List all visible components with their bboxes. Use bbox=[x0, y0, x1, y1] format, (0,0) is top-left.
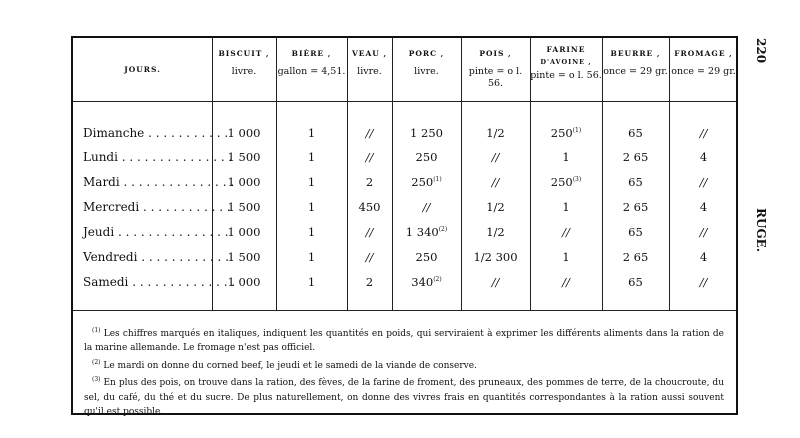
table-cell bbox=[347, 225, 392, 239]
cell-value: 250 bbox=[550, 126, 573, 140]
table-cell bbox=[212, 175, 276, 189]
table-cell bbox=[347, 200, 392, 214]
header-biscuit bbox=[212, 44, 276, 88]
table-cell bbox=[602, 175, 669, 189]
header-unit: pinte = o l. 56. bbox=[530, 70, 602, 81]
cell-value: 1 bbox=[307, 175, 316, 189]
day-label: Samedi . . . . . . . . . . . . . . bbox=[83, 275, 236, 289]
header-label: VEAU , bbox=[351, 49, 388, 58]
table-cell bbox=[669, 150, 738, 164]
table-cell bbox=[276, 275, 347, 289]
day-label: Mardi . . . . . . . . . . . . . . . bbox=[83, 175, 235, 189]
table-cell bbox=[602, 225, 669, 239]
cell-value: 250 bbox=[415, 150, 438, 164]
cell-value: 4 bbox=[699, 250, 708, 264]
cell-value: 1 bbox=[307, 275, 316, 289]
header-jours bbox=[73, 44, 212, 88]
cell-value: 1/2 bbox=[486, 225, 505, 239]
cell-value: // bbox=[491, 275, 500, 289]
table-cell bbox=[530, 200, 602, 214]
table-cell bbox=[392, 200, 461, 214]
cell-value: 1 000 bbox=[227, 275, 261, 289]
cell-value: 2 bbox=[365, 175, 374, 189]
cell-value: // bbox=[699, 175, 708, 189]
cell-value: // bbox=[365, 126, 374, 140]
day-label: Vendredi . . . . . . . . . . . . bbox=[83, 250, 229, 264]
table-cell bbox=[669, 250, 738, 264]
table-cell bbox=[461, 175, 530, 189]
cell-value: // bbox=[562, 275, 570, 289]
footnote-text: En plus des pois, on trouve dans la ration, des fèves, de la farine de froment, des pruneaux, des pommes de terre, de la choucroute, du sel, du café, du thé et du sucre. De plus naturellement, on donne des vivres frais en quantités correspondantes à la ration aussi souvent qu'il est possible. bbox=[84, 378, 724, 418]
table-cell bbox=[392, 275, 461, 289]
note-marker: (3) bbox=[572, 176, 582, 184]
table-cell bbox=[212, 250, 276, 264]
cell-value: 1 500 bbox=[227, 200, 261, 214]
table-cell bbox=[669, 275, 738, 289]
cell-value: // bbox=[562, 225, 570, 239]
table-cell bbox=[347, 150, 392, 164]
cell-value: 1/2 bbox=[486, 200, 505, 214]
header-unit: livre. bbox=[414, 66, 439, 77]
table-cell bbox=[212, 275, 276, 289]
cell-value: 1 250 bbox=[410, 126, 443, 140]
cell-value: 65 bbox=[628, 275, 643, 289]
table-cell bbox=[530, 225, 602, 239]
table-cell bbox=[669, 175, 738, 189]
cell-value: // bbox=[365, 150, 374, 164]
table-cell bbox=[347, 275, 392, 289]
header-label: BIÈRE , bbox=[291, 49, 332, 58]
footnote-text: Les chiffres marqués en italiques, indiquent les quantités en poids, qui serviraient à exprimer les différents aliments dans la ration de la marine allemande. Le fromage n'est pas officiel. bbox=[84, 329, 724, 354]
table-cell bbox=[392, 175, 461, 189]
header-unit: livre. bbox=[357, 66, 382, 77]
table-row bbox=[73, 223, 736, 243]
cell-value: // bbox=[422, 200, 431, 214]
table-cell bbox=[347, 175, 392, 189]
cell-value: // bbox=[699, 275, 708, 289]
cell-value: 65 bbox=[628, 175, 643, 189]
table-cell bbox=[461, 250, 530, 264]
footnote-mark: (3) bbox=[92, 376, 101, 384]
footnotes bbox=[84, 324, 724, 419]
cell-value: 250 bbox=[411, 175, 434, 189]
table-row bbox=[73, 248, 736, 268]
header-label: PORC , bbox=[408, 49, 445, 58]
day-label: Jeudi . . . . . . . . . . . . . . . bbox=[83, 225, 229, 239]
header-unit: once = 29 gr. bbox=[603, 66, 668, 77]
table-cell bbox=[669, 225, 738, 239]
table-cell bbox=[530, 250, 602, 264]
header-biere bbox=[276, 44, 347, 88]
table-cell bbox=[392, 250, 461, 264]
table-cell bbox=[530, 175, 602, 189]
header-label: POIS , bbox=[479, 49, 512, 58]
footnote-mark: (1) bbox=[92, 327, 101, 334]
table-cell bbox=[347, 126, 392, 140]
table-cell bbox=[276, 150, 347, 164]
header-pois bbox=[461, 44, 530, 88]
table-cell bbox=[212, 200, 276, 214]
table-cell bbox=[461, 200, 530, 214]
cell-value: 2 bbox=[365, 275, 374, 289]
note-marker: (2) bbox=[438, 226, 448, 234]
footnote-mark: (2) bbox=[92, 358, 101, 366]
table-cell bbox=[392, 126, 461, 140]
table-cell bbox=[461, 275, 530, 289]
cell-value: 1 bbox=[307, 200, 316, 214]
table-cell bbox=[212, 126, 276, 140]
table-row bbox=[73, 124, 736, 144]
cell-value: 1/2 bbox=[486, 126, 505, 140]
table-cell bbox=[276, 225, 347, 239]
header-unit: livre. bbox=[231, 66, 257, 77]
table-cell bbox=[276, 250, 347, 264]
cell-value: // bbox=[365, 250, 374, 264]
table-cell bbox=[392, 225, 461, 239]
footnote-1 bbox=[84, 324, 724, 356]
cell-value: 1 000 bbox=[227, 225, 261, 239]
cell-value: 1 000 bbox=[227, 126, 261, 140]
cell-value: 1 bbox=[307, 150, 316, 164]
table-cell bbox=[461, 150, 530, 164]
table-cell bbox=[347, 250, 392, 264]
header-unit: once = 29 gr. bbox=[671, 66, 736, 77]
cell-value: // bbox=[699, 126, 708, 140]
cell-value: // bbox=[699, 225, 708, 239]
table-cell bbox=[276, 175, 347, 189]
footnote-2 bbox=[84, 356, 724, 373]
header-label: JOURS. bbox=[124, 65, 161, 74]
header-label-2: D'AVOINE , bbox=[540, 58, 592, 66]
table-cell bbox=[276, 126, 347, 140]
cell-value: 1 500 bbox=[227, 250, 261, 264]
table-cell bbox=[602, 250, 669, 264]
table-cell bbox=[602, 150, 669, 164]
table-cell bbox=[212, 225, 276, 239]
header-label: FARINE bbox=[546, 45, 586, 54]
table-cell bbox=[530, 275, 602, 289]
table-row bbox=[73, 198, 736, 218]
header-label: BEURRE , bbox=[610, 49, 661, 58]
header-label: BISCUIT , bbox=[218, 49, 270, 58]
cell-value: 1 bbox=[562, 150, 570, 164]
note-marker: (1) bbox=[572, 127, 582, 135]
day-label: Dimanche . . . . . . . . . . . bbox=[83, 126, 229, 140]
table-cell bbox=[212, 150, 276, 164]
table-cell bbox=[602, 275, 669, 289]
table-cell bbox=[276, 200, 347, 214]
cell-value: 1 bbox=[307, 225, 316, 239]
cell-value: 1 bbox=[307, 126, 316, 140]
header-farine bbox=[530, 44, 602, 88]
day-label: Lundi . . . . . . . . . . . . . . . bbox=[83, 150, 233, 164]
cell-value: 250 bbox=[415, 250, 438, 264]
cell-value: 2 65 bbox=[622, 250, 649, 264]
cell-value: // bbox=[491, 175, 500, 189]
table-cell bbox=[461, 225, 530, 239]
cell-value: 1 bbox=[562, 200, 570, 214]
table-bottom-rule bbox=[73, 310, 736, 311]
cell-value: 340 bbox=[411, 275, 434, 289]
cell-value: 4 bbox=[699, 200, 708, 214]
table-cell bbox=[392, 150, 461, 164]
cell-value: 4 bbox=[699, 150, 708, 164]
footnote-text: Le mardi on donne du corned beef, le jeudi et le samedi de la viande de conserve. bbox=[103, 360, 477, 371]
table-cell bbox=[461, 126, 530, 140]
header-label: FROMAGE , bbox=[674, 49, 733, 58]
cell-value: 1/2 300 bbox=[473, 250, 518, 264]
cell-value: 2 65 bbox=[622, 150, 649, 164]
cell-value: 1 500 bbox=[227, 150, 261, 164]
footnote-3 bbox=[84, 373, 724, 419]
cell-value: 65 bbox=[628, 225, 643, 239]
cell-value: 2 65 bbox=[622, 200, 649, 214]
header-unit: pinte = o l. 56. bbox=[468, 66, 523, 89]
header-fromage bbox=[669, 44, 738, 88]
table-cell bbox=[669, 200, 738, 214]
day-label: Mercredi . . . . . . . . . . . . bbox=[83, 200, 231, 214]
table-row bbox=[73, 273, 736, 293]
header-rule bbox=[73, 101, 736, 102]
cell-value: 250 bbox=[550, 175, 573, 189]
table-cell bbox=[602, 126, 669, 140]
cell-value: // bbox=[365, 225, 374, 239]
table-cell bbox=[602, 200, 669, 214]
cell-value: 1 bbox=[562, 250, 570, 264]
table-cell bbox=[530, 126, 602, 140]
header-beurre bbox=[602, 44, 669, 88]
table-row bbox=[73, 148, 736, 168]
page-number: 220 bbox=[754, 38, 768, 64]
cell-value: 1 340 bbox=[405, 225, 439, 239]
header-porc bbox=[392, 44, 461, 88]
cell-value: 450 bbox=[358, 200, 381, 214]
header-veau bbox=[347, 44, 392, 88]
cell-value: 65 bbox=[628, 126, 643, 140]
cell-value: 1 bbox=[307, 250, 316, 264]
note-marker: (2) bbox=[433, 276, 442, 284]
table-cell bbox=[669, 126, 738, 140]
running-head: RUGE. bbox=[754, 208, 768, 253]
note-marker: (1) bbox=[433, 176, 442, 184]
header-unit: gallon = 4,51. bbox=[277, 66, 346, 77]
cell-value: // bbox=[491, 150, 500, 164]
table-row bbox=[73, 173, 736, 193]
cell-value: 1 000 bbox=[227, 175, 261, 189]
table-cell bbox=[530, 150, 602, 164]
